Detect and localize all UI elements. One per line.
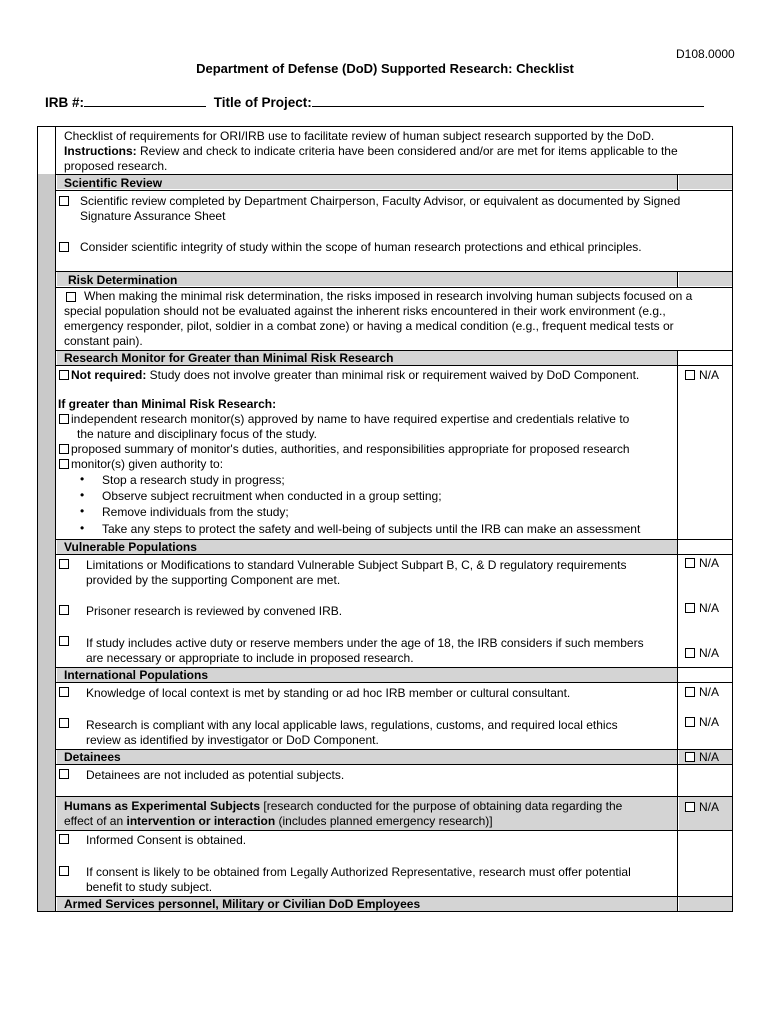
vulnerable-item-3-na[interactable] <box>685 646 719 660</box>
risk-determination-header: Risk Determination <box>68 273 178 287</box>
bullet-icon: • <box>80 504 85 518</box>
vulnerable-item-1-line-1: Limitations or Modifications to standard Vulnerable Subject Subpart B, C, & D regulatory requirements <box>86 558 627 572</box>
na-column-rule-1 <box>677 174 678 190</box>
vulnerable-item-2-na-checkbox[interactable] <box>685 603 695 613</box>
detainees-header: Detainees <box>64 750 121 764</box>
international-item-1-na-checkbox[interactable] <box>685 687 695 697</box>
monitor-item-2-checkbox[interactable] <box>59 444 69 454</box>
bullet-icon: • <box>80 488 85 502</box>
irb-number-field[interactable] <box>84 94 206 107</box>
na-header-bg <box>679 175 732 189</box>
scientific-item-1-line-2: Signature Assurance Sheet <box>80 209 226 223</box>
intro-instructions <box>64 144 678 159</box>
project-title-label: Title of Project: <box>213 95 312 110</box>
instructions-label: Instructions: <box>64 144 137 158</box>
row-rule <box>56 287 732 288</box>
intro-line-1: Checklist of requirements for ORI/IRB use to facilitate review of human subject research supported by the DoD. <box>64 129 655 143</box>
bullet-icon: • <box>80 472 85 486</box>
humans-header-post: (includes planned emergency research)] <box>275 814 493 828</box>
vulnerable-item-1-line-2: provided by the supporting Component are met. <box>86 573 341 587</box>
irb-title-line <box>45 94 704 110</box>
row-rule <box>56 682 732 683</box>
international-item-1-checkbox[interactable] <box>59 687 69 697</box>
humans-header-pre: effect of an <box>64 814 127 828</box>
na-label: N/A <box>699 685 720 699</box>
international-item-2-na-checkbox[interactable] <box>685 717 695 727</box>
bullet-icon: • <box>80 521 85 535</box>
scientific-item-2-checkbox[interactable] <box>59 242 69 252</box>
international-populations-header: International Populations <box>64 668 209 682</box>
monitor-bullet-4: Take any steps to protect the safety and well-being of subjects until the IRB can make an assessment <box>102 522 641 536</box>
monitor-item-3: monitor(s) given authority to: <box>71 457 224 471</box>
left-column-rule <box>55 127 56 911</box>
instructions-text: Review and check to indicate criteria have been considered and/or are met for items applicable to the <box>136 144 678 158</box>
na-column-rule-2 <box>677 271 678 287</box>
humans-item-2-line-2: benefit to study subject. <box>86 880 213 894</box>
row-rule <box>56 554 732 555</box>
monitor-item-2: proposed summary of monitor's duties, authorities, and responsibilities appropriate for proposed research <box>71 442 630 456</box>
na-header-bg <box>679 897 732 911</box>
project-title-field[interactable] <box>312 94 704 107</box>
row-rule <box>56 749 732 750</box>
vulnerable-item-2: Prisoner research is reviewed by convened IRB. <box>86 604 343 618</box>
humans-header-line-2 <box>64 814 493 829</box>
na-label: N/A <box>699 556 720 570</box>
irb-label: IRB #: <box>45 95 85 110</box>
humans-na[interactable] <box>685 800 719 814</box>
international-item-2-line-1: Research is compliant with any local applicable laws, regulations, customs, and required local ethics <box>86 718 618 732</box>
na-label: N/A <box>699 601 720 615</box>
risk-line-2: special population should not be evaluated against the inherent risks encountered in their work environment (e.g., <box>64 304 666 318</box>
monitor-item-1-checkbox[interactable] <box>59 414 69 424</box>
international-item-2-line-2: review as identified by investigator or DoD Component. <box>86 733 379 747</box>
detainees-item-1-checkbox[interactable] <box>59 769 69 779</box>
not-required-label: Not required: <box>71 368 147 382</box>
humans-item-2-line-1: If consent is likely to be obtained from Legally Authorized Representative, research must offer potential <box>86 865 631 879</box>
risk-checkbox[interactable] <box>66 292 76 302</box>
section-header-bg <box>57 750 677 764</box>
humans-na-checkbox[interactable] <box>685 802 695 812</box>
monitor-bullet-1: Stop a research study in progress; <box>102 473 285 487</box>
monitor-not-required <box>71 368 639 383</box>
humans-header-line-1 <box>64 799 622 814</box>
na-column-rule-3 <box>677 350 678 911</box>
monitor-item-1-line-1: independent research monitor(s) approved by name to have required expertise and credentials relative to <box>71 412 630 426</box>
row-rule <box>56 271 732 272</box>
page-title: Department of Defense (DoD) Supported Research: Checklist <box>196 61 574 76</box>
vulnerable-item-2-na[interactable] <box>685 601 719 615</box>
na-label: N/A <box>699 646 720 660</box>
monitor-item-1-line-2: the nature and disciplinary focus of the study. <box>77 427 317 441</box>
vulnerable-item-3-checkbox[interactable] <box>59 636 69 646</box>
document-id: D108.0000 <box>676 47 735 61</box>
na-label: N/A <box>699 750 720 764</box>
vulnerable-populations-header: Vulnerable Populations <box>64 540 197 554</box>
scientific-item-2: Consider scientific integrity of study within the scope of human research protections and ethical principles. <box>80 240 642 254</box>
vulnerable-item-3-line-2: are necessary or appropriate to include in proposed research. <box>86 651 414 665</box>
vulnerable-item-3-line-1: If study includes active duty or reserve members under the age of 18, the IRB considers if such members <box>86 636 644 650</box>
international-item-1: Knowledge of local context is met by standing or ad hoc IRB member or cultural consultant. <box>86 686 571 700</box>
humans-item-1: Informed Consent is obtained. <box>86 833 247 847</box>
vulnerable-item-2-checkbox[interactable] <box>59 605 69 615</box>
humans-item-2-checkbox[interactable] <box>59 866 69 876</box>
humans-header-text: [research conducted for the purpose of obtaining data regarding the <box>260 799 623 813</box>
research-monitor-header: Research Monitor for Greater than Minimal Risk Research <box>64 351 394 365</box>
row-rule <box>56 764 732 765</box>
row-rule <box>56 365 732 366</box>
na-header-bg <box>679 272 732 286</box>
monitor-na[interactable] <box>685 368 719 382</box>
risk-line-1: When making the minimal risk determination, the risks imposed in research involving human subjects focused on a <box>84 289 693 303</box>
vulnerable-item-1-na[interactable] <box>685 556 719 570</box>
na-label: N/A <box>699 715 720 729</box>
vulnerable-item-3-na-checkbox[interactable] <box>685 648 695 658</box>
humans-header-label: Humans as Experimental Subjects <box>64 799 261 813</box>
left-margin-strip <box>38 174 55 911</box>
na-label: N/A <box>699 368 720 382</box>
monitor-na-checkbox[interactable] <box>685 370 695 380</box>
row-rule <box>56 174 732 175</box>
international-item-2-checkbox[interactable] <box>59 718 69 728</box>
not-required-text: Study does not involve greater than minimal risk or requirement waived by DoD Component. <box>146 368 640 382</box>
risk-line-4: constant pain). <box>64 334 143 348</box>
monitor-if-greater: If greater than Minimal Risk Research: <box>58 397 277 411</box>
humans-item-1-checkbox[interactable] <box>59 834 69 844</box>
detainees-na-checkbox[interactable] <box>685 752 695 762</box>
monitor-bullet-3: Remove individuals from the study; <box>102 505 289 519</box>
intro-line-3: proposed research. <box>64 159 168 173</box>
row-rule <box>56 830 732 831</box>
monitor-item-3-checkbox[interactable] <box>59 459 69 469</box>
row-rule <box>56 190 732 191</box>
monitor-not-required-checkbox[interactable] <box>59 370 69 380</box>
detainees-na[interactable] <box>685 750 719 764</box>
risk-line-3: emergency responder, pilot, soldier in a combat zone) or having a medical condition (e.g., frequent medical tests or <box>64 319 674 333</box>
vulnerable-item-1-na-checkbox[interactable] <box>685 558 695 568</box>
scientific-item-1-checkbox[interactable] <box>59 196 69 206</box>
monitor-bullet-2: Observe subject recruitment when conducted in a group setting; <box>102 489 442 503</box>
armed-services-header: Armed Services personnel, Military or Civilian DoD Employees <box>64 897 421 911</box>
detainees-item-1: Detainees are not included as potential subjects. <box>86 768 345 782</box>
na-label: N/A <box>699 800 720 814</box>
humans-header-emphasis: intervention or interaction <box>126 814 276 828</box>
international-item-2-na[interactable] <box>685 715 719 729</box>
international-item-1-na[interactable] <box>685 685 719 699</box>
scientific-review-header: Scientific Review <box>64 176 163 190</box>
scientific-item-1-line-1: Scientific review completed by Department Chairperson, Faculty Advisor, or equivalent as documented by Signed <box>80 194 681 208</box>
vulnerable-item-1-checkbox[interactable] <box>59 559 69 569</box>
